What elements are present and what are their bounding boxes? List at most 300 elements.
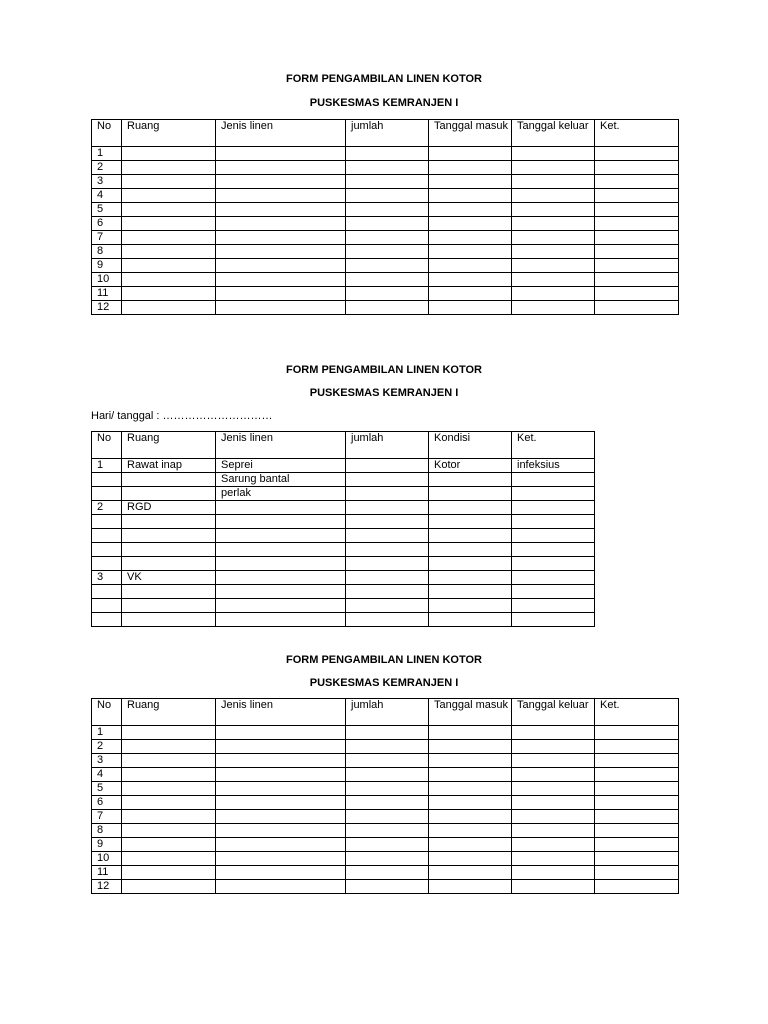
- table-cell[interactable]: [122, 782, 216, 796]
- table-cell[interactable]: [512, 613, 595, 627]
- table-row: [92, 852, 679, 866]
- table-cell[interactable]: [216, 259, 346, 273]
- table-cell[interactable]: [512, 473, 595, 487]
- table-cell[interactable]: [346, 161, 429, 175]
- table-cell[interactable]: 1: [92, 147, 122, 161]
- table-cell[interactable]: [595, 852, 679, 866]
- table-cell[interactable]: VK: [122, 571, 216, 585]
- table-cell[interactable]: [216, 880, 346, 894]
- table-row: [92, 175, 679, 189]
- table-cell[interactable]: [429, 543, 512, 557]
- form3-header-row: [92, 699, 679, 726]
- form1-title: FORM PENGAMBILAN LINEN KOTOR: [286, 73, 482, 85]
- table-cell[interactable]: [122, 273, 216, 287]
- table-cell[interactable]: [92, 557, 122, 571]
- table-cell[interactable]: [92, 515, 122, 529]
- column-header: jumlah: [346, 120, 429, 147]
- column-header: No: [92, 699, 122, 726]
- table-cell[interactable]: [216, 543, 346, 557]
- table-cell[interactable]: [429, 189, 512, 203]
- table-cell[interactable]: [216, 768, 346, 782]
- table-cell[interactable]: [346, 852, 429, 866]
- table-cell[interactable]: Rawat inap: [122, 459, 216, 473]
- table-cell[interactable]: [429, 301, 512, 315]
- table-cell[interactable]: 6: [92, 217, 122, 231]
- table-cell[interactable]: [512, 880, 595, 894]
- table-cell[interactable]: [595, 796, 679, 810]
- form2-title: FORM PENGAMBILAN LINEN KOTOR: [286, 364, 482, 376]
- table-cell[interactable]: [512, 740, 595, 754]
- table-cell[interactable]: [346, 203, 429, 217]
- table-cell[interactable]: [512, 217, 595, 231]
- table-cell[interactable]: [346, 754, 429, 768]
- table-cell[interactable]: [429, 473, 512, 487]
- table-row: [92, 599, 595, 613]
- table-row: [92, 768, 679, 782]
- form1-subtitle: PUSKESMAS KEMRANJEN I: [309, 97, 459, 109]
- table-row: [92, 529, 595, 543]
- table-cell[interactable]: [512, 754, 595, 768]
- table-cell[interactable]: [122, 866, 216, 880]
- table-cell[interactable]: [512, 203, 595, 217]
- table-cell[interactable]: [346, 810, 429, 824]
- column-header: Ket.: [595, 699, 679, 726]
- table-cell[interactable]: [346, 515, 429, 529]
- table-cell[interactable]: 10: [92, 852, 122, 866]
- table-cell[interactable]: [122, 231, 216, 245]
- table-cell[interactable]: [512, 599, 595, 613]
- table-cell[interactable]: [92, 487, 122, 501]
- table-row: [92, 796, 679, 810]
- table-cell[interactable]: [512, 782, 595, 796]
- table-cell[interactable]: 12: [92, 880, 122, 894]
- table-cell[interactable]: [512, 501, 595, 515]
- table-cell[interactable]: [216, 571, 346, 585]
- table-cell[interactable]: [122, 217, 216, 231]
- table-row: [92, 571, 595, 585]
- table-cell[interactable]: [595, 810, 679, 824]
- table-row: [92, 515, 595, 529]
- table-cell[interactable]: 3: [92, 571, 122, 585]
- table-cell[interactable]: [122, 161, 216, 175]
- table-cell[interactable]: [595, 217, 679, 231]
- table-cell[interactable]: [595, 175, 679, 189]
- table-cell[interactable]: [122, 754, 216, 768]
- table-cell[interactable]: [122, 880, 216, 894]
- table-cell[interactable]: [512, 245, 595, 259]
- table-cell[interactable]: [595, 147, 679, 161]
- table-cell[interactable]: 8: [92, 245, 122, 259]
- table-cell[interactable]: 3: [92, 175, 122, 189]
- table-cell[interactable]: [92, 543, 122, 557]
- table-cell[interactable]: [216, 557, 346, 571]
- table-cell[interactable]: [512, 852, 595, 866]
- table-cell[interactable]: [122, 613, 216, 627]
- table-cell[interactable]: [122, 203, 216, 217]
- form1-body: [92, 147, 679, 315]
- table-cell[interactable]: [92, 599, 122, 613]
- table-cell[interactable]: [346, 231, 429, 245]
- table-cell[interactable]: [216, 866, 346, 880]
- table-cell[interactable]: [346, 147, 429, 161]
- table-cell[interactable]: [216, 217, 346, 231]
- form2-header-row: [92, 432, 595, 459]
- table-cell[interactable]: [346, 866, 429, 880]
- table-cell[interactable]: [429, 838, 512, 852]
- table-cell[interactable]: [346, 501, 429, 515]
- table-cell[interactable]: [216, 529, 346, 543]
- table-cell[interactable]: perlak: [216, 487, 346, 501]
- column-header: Ket.: [512, 432, 595, 459]
- table-cell[interactable]: [512, 557, 595, 571]
- table-row: [92, 726, 679, 740]
- table-row: [92, 189, 679, 203]
- table-row: [92, 543, 595, 557]
- table-cell[interactable]: [512, 838, 595, 852]
- table-cell[interactable]: [346, 459, 429, 473]
- table-row: [92, 473, 595, 487]
- table-cell[interactable]: [346, 273, 429, 287]
- table-cell[interactable]: [429, 161, 512, 175]
- table-row: [92, 557, 595, 571]
- column-header: Jenis linen: [216, 699, 346, 726]
- table-cell[interactable]: [216, 515, 346, 529]
- table-cell[interactable]: [346, 487, 429, 501]
- column-header: Jenis linen: [216, 432, 346, 459]
- table-cell[interactable]: 1: [92, 726, 122, 740]
- table-cell[interactable]: [122, 810, 216, 824]
- table-cell[interactable]: [216, 754, 346, 768]
- table-cell[interactable]: [512, 543, 595, 557]
- table-cell[interactable]: [595, 203, 679, 217]
- table-cell[interactable]: Sarung bantal: [216, 473, 346, 487]
- table-cell[interactable]: [429, 585, 512, 599]
- table-cell[interactable]: [216, 147, 346, 161]
- table-cell[interactable]: [429, 740, 512, 754]
- table-cell[interactable]: [346, 740, 429, 754]
- table-cell[interactable]: [216, 740, 346, 754]
- table-cell[interactable]: [122, 487, 216, 501]
- table-cell[interactable]: [346, 585, 429, 599]
- table-cell[interactable]: [595, 231, 679, 245]
- column-header: Tanggal masuk: [429, 699, 512, 726]
- table-cell[interactable]: 5: [92, 782, 122, 796]
- form2-body: [92, 459, 595, 627]
- table-cell[interactable]: [346, 557, 429, 571]
- table-cell[interactable]: [512, 796, 595, 810]
- table-row: [92, 810, 679, 824]
- table-cell[interactable]: [512, 768, 595, 782]
- table-cell[interactable]: [216, 231, 346, 245]
- table-cell[interactable]: [429, 824, 512, 838]
- column-header: jumlah: [346, 432, 429, 459]
- table-cell[interactable]: [122, 245, 216, 259]
- table-cell[interactable]: [512, 529, 595, 543]
- form3-subtitle: PUSKESMAS KEMRANJEN I: [309, 677, 459, 689]
- table-row: [92, 782, 679, 796]
- form3-body: [92, 726, 679, 894]
- column-header: Tanggal keluar: [512, 699, 595, 726]
- table-cell[interactable]: [429, 754, 512, 768]
- table-cell[interactable]: [595, 287, 679, 301]
- table-row: [92, 585, 595, 599]
- table-cell[interactable]: [346, 259, 429, 273]
- table-cell[interactable]: [122, 147, 216, 161]
- form1-table: [91, 119, 679, 315]
- table-row: [92, 245, 679, 259]
- table-cell[interactable]: 7: [92, 810, 122, 824]
- table-cell[interactable]: [429, 571, 512, 585]
- table-cell[interactable]: [429, 880, 512, 894]
- table-cell[interactable]: [122, 529, 216, 543]
- table-cell[interactable]: [512, 726, 595, 740]
- table-cell[interactable]: [122, 796, 216, 810]
- table-cell[interactable]: [429, 782, 512, 796]
- table-cell[interactable]: [429, 810, 512, 824]
- table-row: [92, 287, 679, 301]
- table-cell[interactable]: Kotor: [429, 459, 512, 473]
- table-cell[interactable]: [429, 557, 512, 571]
- table-cell[interactable]: 5: [92, 203, 122, 217]
- table-cell[interactable]: [595, 740, 679, 754]
- table-cell[interactable]: [512, 571, 595, 585]
- table-cell[interactable]: [346, 175, 429, 189]
- table-cell[interactable]: [122, 585, 216, 599]
- table-cell[interactable]: [216, 287, 346, 301]
- table-cell[interactable]: [512, 487, 595, 501]
- table-cell[interactable]: [346, 599, 429, 613]
- table-cell[interactable]: [216, 501, 346, 515]
- column-header: Ruang: [122, 432, 216, 459]
- table-cell[interactable]: [122, 515, 216, 529]
- column-header: Jenis linen: [216, 120, 346, 147]
- table-cell[interactable]: 8: [92, 824, 122, 838]
- table-row: [92, 161, 679, 175]
- table-cell[interactable]: [429, 768, 512, 782]
- table-cell[interactable]: 12: [92, 301, 122, 315]
- table-cell[interactable]: [595, 838, 679, 852]
- table-cell[interactable]: [122, 740, 216, 754]
- table-cell[interactable]: 4: [92, 189, 122, 203]
- form1-header-row: [92, 120, 679, 147]
- table-cell[interactable]: [216, 273, 346, 287]
- table-cell[interactable]: 2: [92, 501, 122, 515]
- table-cell[interactable]: [216, 175, 346, 189]
- table-cell[interactable]: [92, 613, 122, 627]
- table-cell[interactable]: [512, 824, 595, 838]
- table-cell[interactable]: [122, 726, 216, 740]
- table-cell[interactable]: [595, 824, 679, 838]
- table-cell[interactable]: 4: [92, 768, 122, 782]
- table-cell[interactable]: [512, 189, 595, 203]
- table-cell[interactable]: 11: [92, 866, 122, 880]
- table-cell[interactable]: [216, 782, 346, 796]
- table-cell[interactable]: [346, 543, 429, 557]
- table-row: [92, 147, 679, 161]
- table-cell[interactable]: [216, 726, 346, 740]
- table-cell[interactable]: [512, 287, 595, 301]
- table-cell[interactable]: [429, 515, 512, 529]
- table-cell[interactable]: [216, 599, 346, 613]
- table-cell[interactable]: [512, 810, 595, 824]
- table-cell[interactable]: [346, 613, 429, 627]
- table-cell[interactable]: [346, 189, 429, 203]
- table-row: [92, 824, 679, 838]
- table-cell[interactable]: [429, 287, 512, 301]
- table-cell[interactable]: [216, 189, 346, 203]
- table-cell[interactable]: [122, 543, 216, 557]
- table-cell[interactable]: [429, 529, 512, 543]
- table-cell[interactable]: [122, 189, 216, 203]
- table-cell[interactable]: [122, 838, 216, 852]
- table-cell[interactable]: [595, 259, 679, 273]
- table-cell[interactable]: [512, 161, 595, 175]
- table-cell[interactable]: [429, 487, 512, 501]
- table-cell[interactable]: [595, 161, 679, 175]
- table-cell[interactable]: [595, 866, 679, 880]
- table-cell[interactable]: [216, 810, 346, 824]
- table-cell[interactable]: [122, 259, 216, 273]
- table-row: [92, 273, 679, 287]
- table-row: [92, 501, 595, 515]
- table-cell[interactable]: [122, 175, 216, 189]
- table-row: [92, 754, 679, 768]
- table-cell[interactable]: Seprei: [216, 459, 346, 473]
- table-cell[interactable]: RGD: [122, 501, 216, 515]
- form3-title: FORM PENGAMBILAN LINEN KOTOR: [286, 654, 482, 666]
- table-cell[interactable]: [595, 726, 679, 740]
- table-cell[interactable]: [512, 866, 595, 880]
- table-cell[interactable]: [512, 147, 595, 161]
- column-header: Tanggal masuk: [429, 120, 512, 147]
- table-cell[interactable]: 2: [92, 161, 122, 175]
- table-cell[interactable]: [512, 585, 595, 599]
- table-cell[interactable]: [429, 231, 512, 245]
- column-header: Ruang: [122, 120, 216, 147]
- table-cell[interactable]: [346, 880, 429, 894]
- table-cell[interactable]: [429, 175, 512, 189]
- table-cell[interactable]: [429, 866, 512, 880]
- table-cell[interactable]: [122, 557, 216, 571]
- table-cell[interactable]: [346, 824, 429, 838]
- table-cell[interactable]: [595, 245, 679, 259]
- table-cell[interactable]: 7: [92, 231, 122, 245]
- column-header: Ket.: [595, 120, 679, 147]
- table-cell[interactable]: [92, 529, 122, 543]
- table-row: [92, 301, 679, 315]
- table-cell[interactable]: [216, 852, 346, 866]
- table-cell[interactable]: [595, 273, 679, 287]
- table-cell[interactable]: [429, 501, 512, 515]
- table-cell[interactable]: [92, 585, 122, 599]
- table-cell[interactable]: [429, 796, 512, 810]
- table-cell[interactable]: [346, 571, 429, 585]
- table-cell[interactable]: 9: [92, 259, 122, 273]
- table-cell[interactable]: [595, 880, 679, 894]
- table-cell[interactable]: [595, 782, 679, 796]
- table-cell[interactable]: [595, 301, 679, 315]
- table-row: [92, 203, 679, 217]
- table-cell[interactable]: [429, 273, 512, 287]
- table-cell[interactable]: [346, 529, 429, 543]
- table-cell[interactable]: [122, 599, 216, 613]
- table-cell[interactable]: 10: [92, 273, 122, 287]
- table-cell[interactable]: [216, 824, 346, 838]
- table-cell[interactable]: [429, 259, 512, 273]
- table-cell[interactable]: [216, 245, 346, 259]
- form2-table: [91, 431, 595, 627]
- table-cell[interactable]: [92, 473, 122, 487]
- table-cell[interactable]: [122, 473, 216, 487]
- date-field-label: Hari/ tanggal : …………………………: [91, 410, 273, 422]
- table-row: [92, 880, 679, 894]
- table-cell[interactable]: [216, 585, 346, 599]
- table-cell[interactable]: [595, 754, 679, 768]
- table-cell[interactable]: [512, 231, 595, 245]
- table-cell[interactable]: [122, 852, 216, 866]
- table-cell[interactable]: [346, 301, 429, 315]
- table-cell[interactable]: [216, 161, 346, 175]
- column-header: Tanggal keluar: [512, 120, 595, 147]
- table-cell[interactable]: [429, 203, 512, 217]
- table-row: [92, 259, 679, 273]
- table-cell[interactable]: [346, 768, 429, 782]
- table-cell[interactable]: [512, 175, 595, 189]
- table-cell[interactable]: [216, 203, 346, 217]
- table-cell[interactable]: [512, 515, 595, 529]
- table-row: [92, 231, 679, 245]
- table-cell[interactable]: [429, 147, 512, 161]
- table-cell[interactable]: [429, 613, 512, 627]
- table-cell[interactable]: [216, 613, 346, 627]
- table-cell[interactable]: [122, 768, 216, 782]
- table-cell[interactable]: 6: [92, 796, 122, 810]
- table-cell[interactable]: [346, 473, 429, 487]
- table-cell[interactable]: [595, 189, 679, 203]
- table-cell[interactable]: [512, 259, 595, 273]
- table-cell[interactable]: [429, 726, 512, 740]
- table-cell[interactable]: [216, 796, 346, 810]
- table-cell[interactable]: [122, 824, 216, 838]
- form2-subtitle: PUSKESMAS KEMRANJEN I: [309, 387, 459, 399]
- table-cell[interactable]: 2: [92, 740, 122, 754]
- table-cell[interactable]: 11: [92, 287, 122, 301]
- table-cell[interactable]: [216, 838, 346, 852]
- table-cell[interactable]: [512, 273, 595, 287]
- table-cell[interactable]: 1: [92, 459, 122, 473]
- column-header: jumlah: [346, 699, 429, 726]
- table-cell[interactable]: [512, 301, 595, 315]
- table-cell[interactable]: [346, 245, 429, 259]
- table-cell[interactable]: [346, 782, 429, 796]
- table-cell[interactable]: [595, 768, 679, 782]
- table-cell[interactable]: [216, 301, 346, 315]
- table-cell[interactable]: [122, 287, 216, 301]
- table-cell[interactable]: 3: [92, 754, 122, 768]
- table-cell[interactable]: [346, 726, 429, 740]
- table-cell[interactable]: [346, 217, 429, 231]
- table-cell[interactable]: [429, 217, 512, 231]
- table-cell[interactable]: [346, 838, 429, 852]
- table-cell[interactable]: [429, 245, 512, 259]
- table-cell[interactable]: [122, 301, 216, 315]
- table-cell[interactable]: 9: [92, 838, 122, 852]
- table-cell[interactable]: [346, 796, 429, 810]
- table-cell[interactable]: [346, 287, 429, 301]
- table-cell[interactable]: [429, 852, 512, 866]
- table-cell[interactable]: [429, 599, 512, 613]
- table-cell[interactable]: infeksius: [512, 459, 595, 473]
